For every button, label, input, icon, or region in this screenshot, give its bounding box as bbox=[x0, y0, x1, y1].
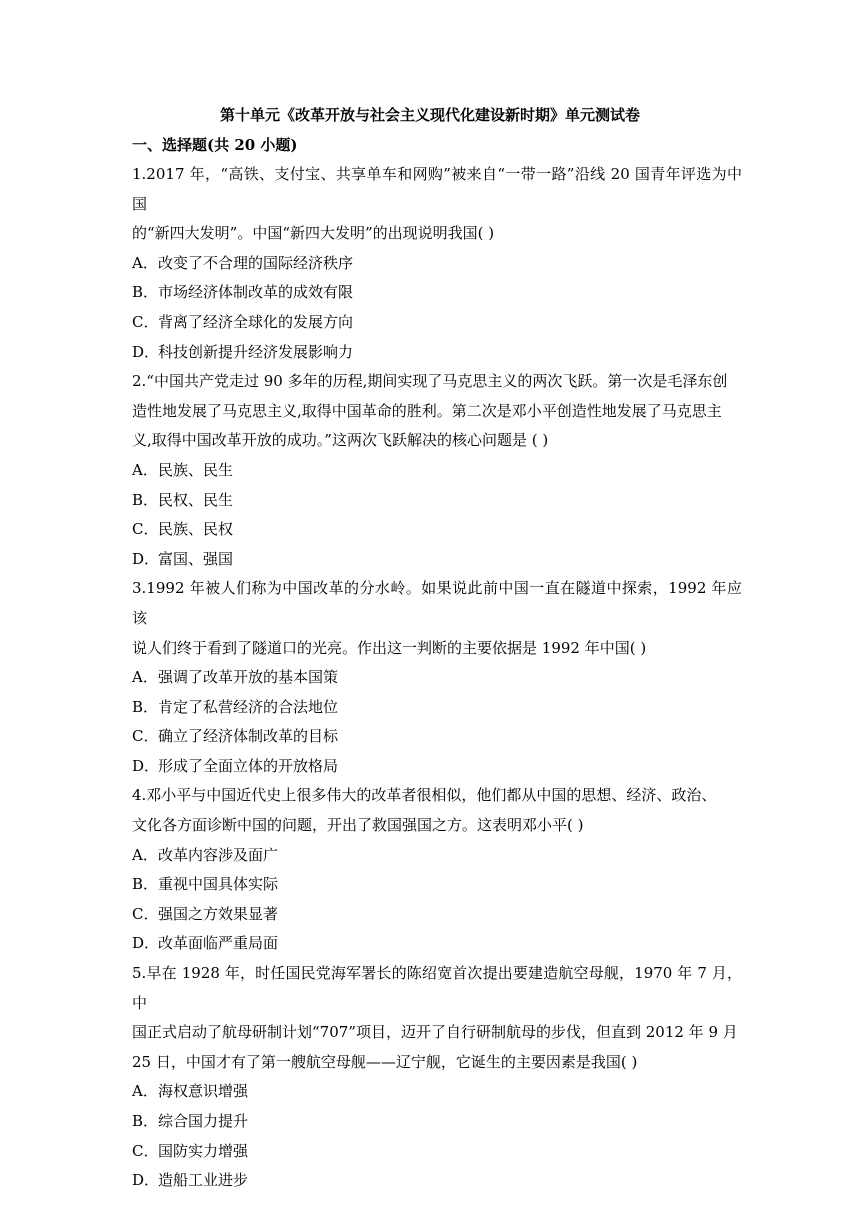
option-text: 重视中国具体实际 bbox=[158, 875, 279, 894]
option-text: 国防实力增强 bbox=[158, 1141, 249, 1160]
option-letter: A． bbox=[132, 460, 158, 479]
question-list bbox=[132, 160, 742, 1196]
option-text: 强调了改革开放的基本国策 bbox=[158, 668, 339, 687]
option-text: 造船工业进步 bbox=[158, 1171, 249, 1190]
question-stem-line: 1.2017 年，“高铁、支付宝、共享单车和网购”被来自“一带一路”沿线 20 国青年评选为中国 bbox=[132, 165, 742, 213]
question-5 bbox=[132, 959, 742, 1196]
option-letter: C． bbox=[132, 312, 159, 331]
option-letter: A． bbox=[132, 1082, 158, 1101]
question-1 bbox=[132, 160, 742, 367]
question-stem-line: 的“新四大发明”。中国“新四大发明”的出现说明我国( ) bbox=[132, 224, 495, 243]
question-stem-line: 义,取得中国改革开放的成功。”这两次飞跃解决的核心问题是 ( ) bbox=[132, 431, 549, 450]
option-letter: A． bbox=[132, 253, 158, 272]
question-stem-line: 3.1992 年被人们称为中国改革的分水岭。如果说此前中国一直在隧道中探索，1992 年应该 bbox=[132, 579, 742, 627]
answer-option bbox=[132, 308, 742, 338]
answer-option bbox=[132, 1107, 742, 1137]
option-text: 民族、民权 bbox=[158, 520, 234, 539]
option-text: 民权、民生 bbox=[158, 490, 234, 509]
answer-option bbox=[132, 663, 742, 693]
answer-option bbox=[132, 870, 742, 900]
question-3 bbox=[132, 574, 742, 781]
option-letter: D． bbox=[132, 549, 160, 568]
question-stem-line: 4.邓小平与中国近代史上很多伟大的改革者很相似，他们都从中国的思想、经济、政治、 bbox=[132, 786, 717, 805]
answer-option bbox=[132, 545, 742, 575]
option-letter: C． bbox=[132, 904, 159, 923]
option-letter: C． bbox=[132, 1141, 159, 1160]
answer-option bbox=[132, 278, 742, 308]
option-text: 海权意识增强 bbox=[158, 1082, 249, 1101]
answer-option bbox=[132, 722, 742, 752]
question-stem-line: 国正式启动了航母研制计划“707”项目，迈开了自行研制航母的步伐，但直到 2012 年 9 月 bbox=[132, 1023, 738, 1042]
answer-option bbox=[132, 900, 742, 930]
option-text: 改变了不合理的国际经济秩序 bbox=[158, 253, 354, 272]
answer-option bbox=[132, 338, 742, 368]
option-letter: D． bbox=[132, 934, 160, 953]
option-letter: B． bbox=[132, 875, 159, 894]
question-stem-line: 文化各方面诊断中国的问题，开出了救国强国之方。这表明邓小平( ) bbox=[132, 816, 584, 835]
option-text: 综合国力提升 bbox=[158, 1112, 249, 1130]
option-letter: B． bbox=[132, 697, 159, 716]
answer-option bbox=[132, 929, 742, 959]
option-letter: D． bbox=[132, 342, 160, 361]
question-stem-line: 5.早在 1928 年，时任国民党海军署长的陈绍宽首次提出要建造航空母舰，1970 年 7 月，中 bbox=[132, 964, 742, 1012]
section-heading: 一、选择题(共 20 小题) bbox=[132, 136, 298, 154]
option-letter: B． bbox=[132, 490, 159, 509]
option-text: 确立了经济体制改革的目标 bbox=[158, 727, 339, 746]
option-text: 富国、强国 bbox=[158, 549, 234, 568]
option-text: 民族、民生 bbox=[158, 460, 234, 479]
answer-option bbox=[132, 515, 742, 545]
question-2 bbox=[132, 367, 742, 574]
answer-option bbox=[132, 1137, 742, 1167]
option-letter: A． bbox=[132, 845, 158, 864]
document-title: 第十单元《改革开放与社会主义现代化建设新时期》单元测试卷 bbox=[219, 106, 640, 124]
answer-option bbox=[132, 693, 742, 723]
option-text: 市场经济体制改革的成效有限 bbox=[158, 283, 354, 302]
question-4 bbox=[132, 781, 742, 959]
question-stem-line: 说人们终于看到了隧道口的光亮。作出这一判断的主要依据是 1992 年中国( ) bbox=[132, 638, 647, 657]
option-text: 背离了经济全球化的发展方向 bbox=[158, 312, 354, 331]
answer-option bbox=[132, 1077, 742, 1107]
answer-option bbox=[132, 456, 742, 486]
option-text: 改革面临严重局面 bbox=[158, 934, 279, 953]
question-stem-line: 25 日，中国才有了第一艘航空母舰——辽宁舰，它诞生的主要因素是我国( ) bbox=[132, 1052, 638, 1071]
answer-option bbox=[132, 1166, 742, 1196]
option-text: 形成了全面立体的开放格局 bbox=[158, 756, 339, 775]
option-letter: A． bbox=[132, 668, 158, 687]
option-text: 肯定了私营经济的合法地位 bbox=[158, 697, 339, 716]
option-text: 改革内容涉及面广 bbox=[158, 845, 279, 864]
option-letter: D． bbox=[132, 756, 160, 775]
option-letter: C． bbox=[132, 727, 159, 746]
answer-option bbox=[132, 486, 742, 516]
option-letter: C． bbox=[132, 520, 159, 539]
option-letter: D． bbox=[132, 1171, 160, 1190]
option-letter: B． bbox=[132, 1112, 159, 1130]
answer-option bbox=[132, 249, 742, 279]
option-text: 科技创新提升经济发展影响力 bbox=[158, 342, 354, 361]
answer-option bbox=[132, 841, 742, 871]
question-stem-line: 2.“中国共产党走过 90 多年的历程,期间实现了马克思主义的两次飞跃。第一次是毛泽东创 bbox=[132, 372, 728, 391]
answer-option bbox=[132, 752, 742, 782]
question-stem-line: 造性地发展了马克思主义,取得中国革命的胜利。第二次是邓小平创造性地发展了马克思主 bbox=[132, 401, 722, 420]
option-text: 强国之方效果显著 bbox=[158, 904, 279, 923]
option-letter: B． bbox=[132, 283, 159, 302]
